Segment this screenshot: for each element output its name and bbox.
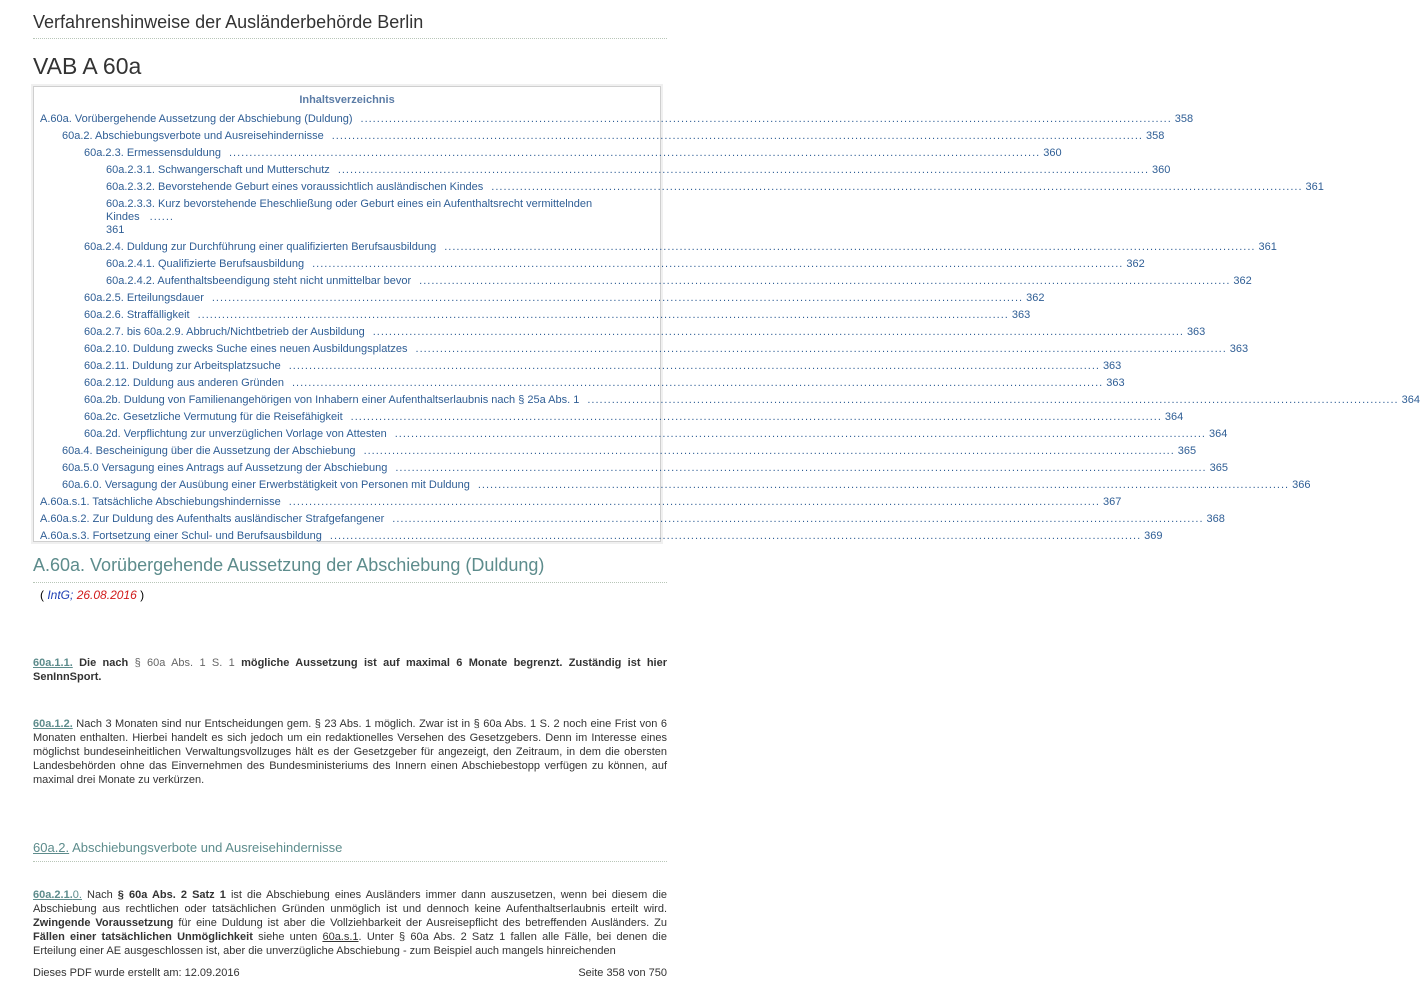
toc-dot-leader: ........................................................................................................................................................................................................ [491, 181, 1303, 193]
toc-list [40, 111, 1420, 545]
toc-entry-page[interactable]: 363 [1229, 343, 1249, 355]
toc-entry-page[interactable]: 362 [1026, 292, 1045, 304]
toc-entry[interactable] [40, 528, 1163, 545]
intg-link[interactable]: IntG; [47, 588, 74, 602]
law-reference: § 60a Abs. 2 Satz 1 [117, 889, 226, 901]
footer-created-date: Dieses PDF wurde erstellt am: 12.09.2016 [33, 967, 240, 979]
toc-dot-leader: ........................................................................................................................................................................................................ [394, 428, 1206, 440]
toc-entry[interactable] [40, 290, 1045, 307]
toc-entry-page[interactable]: 366 [1292, 479, 1311, 491]
toc-dot-leader: ........................................................................................................................................................................................................ [228, 147, 1041, 159]
paragraph-60a-2-1 [33, 888, 667, 958]
toc-entry[interactable] [40, 477, 1311, 494]
toc-entry[interactable] [40, 409, 1184, 426]
toc-dot-leader: ........................................................................................................................................................................................................ [288, 496, 1100, 508]
toc-entry-page[interactable]: 365 [1177, 445, 1197, 457]
toc-entry[interactable] [40, 460, 1228, 477]
toc-entry-title[interactable]: 60a.2.11. Duldung zur Arbeitsplatzsuche [84, 360, 281, 372]
subsection-text: Abschiebungsverbote und Ausreisehindernisse [72, 840, 343, 855]
toc-entry[interactable] [40, 307, 1031, 324]
toc-dot-leader: ........................................................................................................................................................................................................ [331, 130, 1143, 142]
toc-entry-page[interactable]: 360 [1152, 164, 1171, 176]
toc-entry-page[interactable]: 358 [1145, 130, 1165, 142]
toc-dot-leader: ........................................................................................................................................................................................................ [372, 326, 1184, 338]
paragraph-60a-1-1 [33, 656, 667, 684]
toc-entry-title[interactable]: A.60a.s.1. Tatsächliche Abschiebungshindernisse [40, 496, 281, 508]
law-reference: § 60a Abs. 1 S. 1 [134, 657, 235, 669]
toc-dot-leader: ........................................................................................................................................................................................................ [392, 513, 1204, 525]
toc-entry-page[interactable]: 364 [1164, 411, 1184, 423]
toc-entry[interactable] [40, 239, 1277, 256]
toc-entry-title[interactable]: 60a.4. Bescheinigung über die Aussetzung der Abschiebung [62, 445, 356, 457]
toc-entry-page[interactable]: 364 [1208, 428, 1228, 440]
toc-entry[interactable] [40, 494, 1122, 511]
toc-entry-title[interactable]: 60a.2.4. Duldung zur Durchführung einer qualifizierten Berufsausbildung [84, 241, 437, 253]
toc-entry[interactable] [40, 392, 1420, 409]
toc-dot-leader: ........................................................................................................................................................................................................ [350, 411, 1162, 423]
toc-entry-title[interactable]: 60a.2.10. Duldung zwecks Suche eines neuen Ausbildungsplatzes [84, 343, 408, 355]
toc-entry[interactable] [40, 145, 1062, 162]
toc-entry[interactable] [40, 128, 1165, 145]
toc-entry-page[interactable]: 368 [1206, 513, 1225, 525]
paragraph-text: Die nach [79, 657, 129, 669]
toc-dot-leader: ........................................................................................................................................................................................................ [197, 309, 1009, 321]
subsection-number[interactable]: 60a.2. [33, 840, 70, 855]
toc-heading: Inhaltsverzeichnis [299, 94, 395, 106]
toc-entry[interactable] [40, 341, 1249, 358]
toc-dot-leader: ........................................................................................................................................................................................................ [363, 445, 1175, 457]
paragraph-text: Nach [87, 889, 113, 901]
paragraph-emphasis: Zwingende Voraussetzung [33, 917, 174, 929]
toc-entry-title[interactable]: 60a.2.7. bis 60a.2.9. Abbruch/Nichtbetrieb der Ausbildung [84, 326, 365, 338]
subsection-title [33, 840, 667, 862]
toc-dot-leader: ........................................................................................................................................................................................................ [211, 292, 1024, 304]
toc-entry-page[interactable]: 358 [1174, 113, 1194, 125]
paragraph-text: ist die Abschiebung eines Ausländers immer dann auszusetzen, wenn bei diesem die Abschiebung aus rechtlichen oder tatsächlichen Gründen unmöglich ist und dennoch keine Aufenthaltserlaubnis erteilt wird. [33, 889, 668, 915]
toc-dot-leader: ........................................................................................................................................................................................................ [329, 530, 1142, 542]
toc-entry-title[interactable]: 60a.2.3.1. Schwangerschaft und Mutterschutz [106, 164, 330, 176]
toc-entry-title[interactable]: 60a.6.0. Versagung der Ausübung einer Erwerbstätigkeit von Personen mit Duldung [62, 479, 470, 491]
toc-dot-leader: ........................................................................................................................................................................................................ [587, 394, 1399, 406]
paragraph-text: für eine Duldung ist aber die Vollziehbarkeit der Ausreisepflicht des betreffenden Ausländers. [178, 917, 650, 929]
toc-entry-title[interactable]: 60a.2.4.1. Qualifizierte Berufsausbildung [106, 258, 305, 270]
paragraph-60a-1-2 [33, 717, 667, 787]
intg-close: ) [140, 588, 145, 602]
toc-entry-title[interactable]: 60a.2c. Gesetzliche Vermutung für die Reisefähigkeit [84, 411, 343, 423]
toc-entry[interactable] [40, 324, 1206, 341]
toc-entry-page[interactable]: 361 [1258, 241, 1277, 253]
toc-entry-page[interactable]: 363 [1011, 309, 1031, 321]
toc-dot-leader: ........................................................................................................................................................................................................ [292, 377, 1104, 389]
toc-entry-page[interactable]: 361 [106, 224, 125, 236]
paragraph-text: mögliche Aussetzung ist auf maximal 6 Monate begrenzt. Zuständig ist hier SenInnSport. [33, 657, 668, 683]
toc-entry-page[interactable]: 364 [1401, 394, 1420, 406]
paragraph-emphasis: Fällen einer tatsächlichen Unmöglichkeit [33, 931, 253, 943]
toc-entry-page[interactable]: 361 [1305, 181, 1324, 193]
toc-entry[interactable] [40, 358, 1122, 375]
paragraph-text: siehe unten [258, 931, 318, 943]
toc-entry[interactable] [40, 375, 1125, 392]
toc-dot-leader: ........................................................................................................................................................................................................ [395, 462, 1207, 474]
toc-entry[interactable] [40, 273, 1252, 290]
toc-dot-leader: ........................................................................................................................................................................................................ [360, 113, 1172, 125]
toc-entry-title[interactable]: 60a.2.5. Erteilungsdauer [84, 292, 204, 304]
table-of-contents [33, 86, 1420, 542]
toc-entry[interactable] [40, 162, 1171, 179]
cross-reference-link[interactable]: 60a.s.1 [322, 931, 359, 943]
toc-entry-page[interactable]: 363 [1102, 360, 1122, 372]
toc-entry-title[interactable]: 60a.2.3. Ermessensduldung [84, 147, 221, 159]
toc-entry-title[interactable]: 60a.5.0 Versagung eines Antrags auf Aussetzung der Abschiebung [62, 462, 388, 474]
toc-entry-title[interactable]: 60a.2.4.2. Aufenthaltsbeendigung steht nicht unmittelbar bevor [106, 275, 412, 287]
toc-entry-title[interactable]: 60a.2.12. Duldung aus anderen Gründen [84, 377, 284, 389]
toc-entry[interactable] [40, 443, 1197, 460]
toc-entry-title[interactable]: 60a.2.3.3. Kurz bevorstehende Eheschließung oder Geburt eines ein Aufenthaltsrecht vermittelnden Kindes [106, 198, 593, 223]
toc-dot-leader: ........................................................................................................................................................................................................ [415, 343, 1227, 355]
toc-dot-leader: ........................................................................................................................................................................................................ [444, 241, 1256, 253]
toc-entry[interactable] [40, 256, 1145, 273]
intg-date: 26.08.2016 [76, 588, 137, 602]
paragraph-number-tail: 0. [72, 889, 82, 901]
toc-entry-title[interactable]: A.60a.s.2. Zur Duldung des Aufenthalts ausländischer Strafgefangener [40, 513, 385, 525]
paragraph-number[interactable]: 60a.2.1. [33, 889, 73, 901]
toc-entry-page[interactable]: 367 [1102, 496, 1122, 508]
toc-entry-title[interactable]: 60a.2.6. Straffälligkeit [84, 309, 190, 321]
toc-dot-leader: ........................................................................................................................................................................................................ [419, 275, 1231, 287]
toc-entry[interactable] [40, 511, 1225, 528]
toc-entry-title[interactable]: A.60a.s.3. Fortsetzung einer Schul- und Berufsausbildung [40, 530, 322, 542]
paragraph-text: Nach 3 Monaten sind nur Entscheidungen gem. § 23 Abs. 1 möglich. Zwar ist in § 60a Abs. 1 S. 2 noch eine Frist von 6 Monaten enthalten. Hierbei handelt es sich jedoch um ein redaktionelles Versehen des Gesetzgebers. Denn im Interesse eines möglichst bundeseinheitlichen Verwaltungsvollzuges hält es der Gesetzgeber für angezeigt, den Zeitraum, in dem die obersten Landesbehörden ohne das Einvernehmen des Bundesministeriums des Innern einen Abschiebestopp verfügen zu können, auf maximal drei Monate zu verkürzen. [33, 718, 667, 786]
document-header: Verfahrenshinweise der Ausländerbehörde Berlin [33, 12, 667, 39]
paragraph-text: Zu [654, 917, 667, 929]
toc-entry-title[interactable]: 60a.2.3.2. Bevorstehende Geburt eines voraussichtlich ausländischen Kindes [106, 181, 484, 193]
toc-dot-leader: ........................................................................................................................................................................................................ [337, 164, 1150, 176]
paragraph-number[interactable]: 60a.1.2. [33, 718, 73, 730]
toc-entry[interactable] [40, 196, 654, 239]
document-title: VAB A 60a [33, 53, 142, 79]
section-title: A.60a. Vorübergehende Aussetzung der Abschiebung (Duldung) [33, 555, 667, 583]
toc-entry-page[interactable]: 360 [1043, 147, 1062, 159]
toc-dot-leader: ...... [149, 211, 174, 223]
toc-entry-page[interactable]: 363 [1186, 326, 1206, 338]
toc-dot-leader: ........................................................................................................................................................................................................ [312, 258, 1124, 270]
intg-reference [40, 588, 144, 602]
toc-entry-title[interactable]: A.60a. Vorübergehende Aussetzung der Abschiebung (Duldung) [40, 113, 353, 125]
toc-entry[interactable] [40, 111, 1194, 128]
toc-dot-leader: ........................................................................................................................................................................................................ [477, 479, 1290, 491]
toc-entry-page[interactable]: 363 [1106, 377, 1125, 389]
toc-entry-title[interactable]: 60a.2. Abschiebungsverbote und Ausreisehindernisse [62, 130, 324, 142]
toc-entry[interactable] [40, 426, 1228, 443]
paragraph-number[interactable]: 60a.1.1. [33, 657, 73, 669]
toc-entry-page[interactable]: 365 [1209, 462, 1228, 474]
toc-entry-title[interactable]: 60a.2d. Verpflichtung zur unverzüglichen Vorlage von Attesten [84, 428, 387, 440]
toc-dot-leader: ........................................................................................................................................................................................................ [288, 360, 1100, 372]
toc-entry-page[interactable]: 369 [1144, 530, 1163, 542]
toc-entry-title[interactable]: 60a.2b. Duldung von Familienangehörigen von Inhabern einer Aufenthaltserlaubnis nach § 25a Abs. 1 [84, 394, 580, 406]
paragraph-text: . Unter § 60a Abs. 2 Satz 1 fallen alle Fälle, bei denen die Erteilung einer AE ausgeschlossen ist, aber die unverzügliche Abschiebung - zum Beispiel auch mangels hinreichenden [33, 931, 667, 957]
footer-page-number: Seite 358 von 750 [578, 967, 667, 979]
toc-entry[interactable] [40, 179, 1324, 196]
toc-entry-page[interactable]: 362 [1233, 275, 1252, 287]
toc-entry-page[interactable]: 362 [1126, 258, 1145, 270]
intg-open: ( [40, 588, 44, 602]
